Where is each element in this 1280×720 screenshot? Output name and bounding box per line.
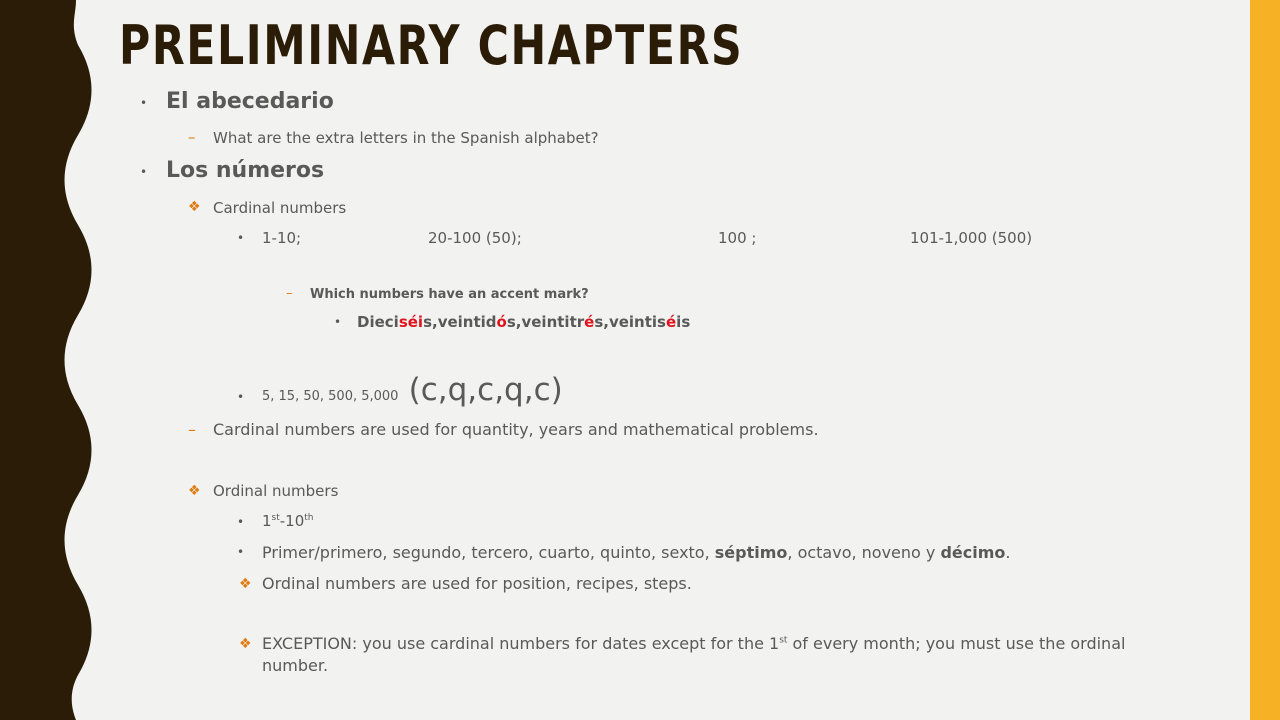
bullet-icon: • [237, 515, 245, 529]
bullet-icon: • [140, 165, 148, 179]
accent-words [357, 313, 690, 331]
dash-icon: – [188, 420, 196, 439]
bullet-icon: • [237, 390, 245, 404]
accent-question: Which numbers have an accent mark? [310, 287, 589, 302]
bullet-icon: • [140, 96, 148, 110]
exception-sup: st [779, 635, 788, 646]
decorative-accent-bar [1250, 0, 1280, 720]
accent-word-2-accent: ó [496, 313, 507, 331]
cardinal-range-4: 101-1,000 (500) [910, 229, 1033, 247]
exception-line-2: number. [262, 656, 329, 675]
accent-word-1-pre: Dieci [357, 313, 399, 331]
spelling-numbers: 5, 15, 50, 500, 5,000 [262, 389, 399, 404]
ordinal-usage: Ordinal numbers are used for position, recipes, steps. [262, 574, 692, 593]
decorative-wavy-band [0, 0, 110, 720]
dash-icon: – [188, 128, 196, 146]
cardinal-range-1: 1-10; [262, 229, 302, 247]
numeros-heading: Los números [166, 158, 325, 183]
diamond-bullet-icon: ❖ [239, 636, 252, 652]
accent-word-2-pre: veintid [437, 313, 497, 331]
cardinal-range-3: 100 ; [718, 229, 757, 247]
accent-word-4-pre: veintis [608, 313, 666, 331]
ordinal-list-text-mid: , octavo, noveno y [787, 543, 941, 562]
ordinal-label: Ordinal numbers [213, 482, 339, 500]
cardinal-usage: Cardinal numbers are used for quantity, years and mathematical problems. [213, 420, 819, 439]
accent-word-4-post: is [676, 313, 691, 331]
cardinal-label: Cardinal numbers [213, 199, 347, 217]
ordinal-range-start: 1 [262, 512, 272, 530]
diamond-bullet-icon: ❖ [188, 199, 201, 215]
exception-text: EXCEPTION: you use cardinal numbers for dates except for the 1 [262, 634, 780, 653]
accent-word-4-accent: é [665, 313, 677, 331]
accent-word-1-accent: séi [398, 313, 424, 331]
bullet-icon: • [237, 545, 245, 559]
exception-line-1 [262, 634, 1125, 653]
accent-word-3-accent: é [584, 313, 595, 331]
ordinal-list-end: . [1005, 543, 1011, 562]
abecedario-heading: El abecedario [166, 89, 334, 114]
accent-word-2-post: s, [506, 313, 522, 331]
ordinal-list-bold-2: décimo [940, 543, 1006, 562]
ordinal-list-text: Primer/primero, segundo, tercero, cuarto, quinto, sexto, [262, 543, 715, 562]
spelling-letters: (c,q,c,q,c) [408, 372, 563, 408]
ordinal-range [262, 512, 314, 530]
ordinal-list [262, 543, 1011, 562]
accent-word-1-post: s, [423, 313, 438, 331]
slide-title: PRELIMINARY CHAPTERS [119, 14, 744, 77]
bullet-icon: • [237, 231, 245, 245]
accent-word-3-post: s, [594, 313, 609, 331]
dash-icon: – [286, 286, 293, 301]
ordinal-range-end: -10 [279, 512, 305, 530]
ordinal-range-start-sup: st [271, 513, 280, 523]
exception-text-end: of every month; you must use the ordinal [787, 634, 1126, 653]
spelling-line [262, 372, 563, 408]
diamond-bullet-icon: ❖ [188, 483, 201, 499]
abecedario-question: What are the extra letters in the Spanish alphabet? [213, 129, 599, 147]
bullet-icon: • [334, 315, 342, 329]
ordinal-list-bold-1: séptimo [714, 543, 788, 562]
ordinal-range-end-sup: th [304, 513, 314, 523]
accent-word-3-pre: veintitr [521, 313, 585, 331]
diamond-bullet-icon: ❖ [239, 576, 252, 592]
cardinal-range-2: 20-100 (50); [428, 229, 522, 247]
